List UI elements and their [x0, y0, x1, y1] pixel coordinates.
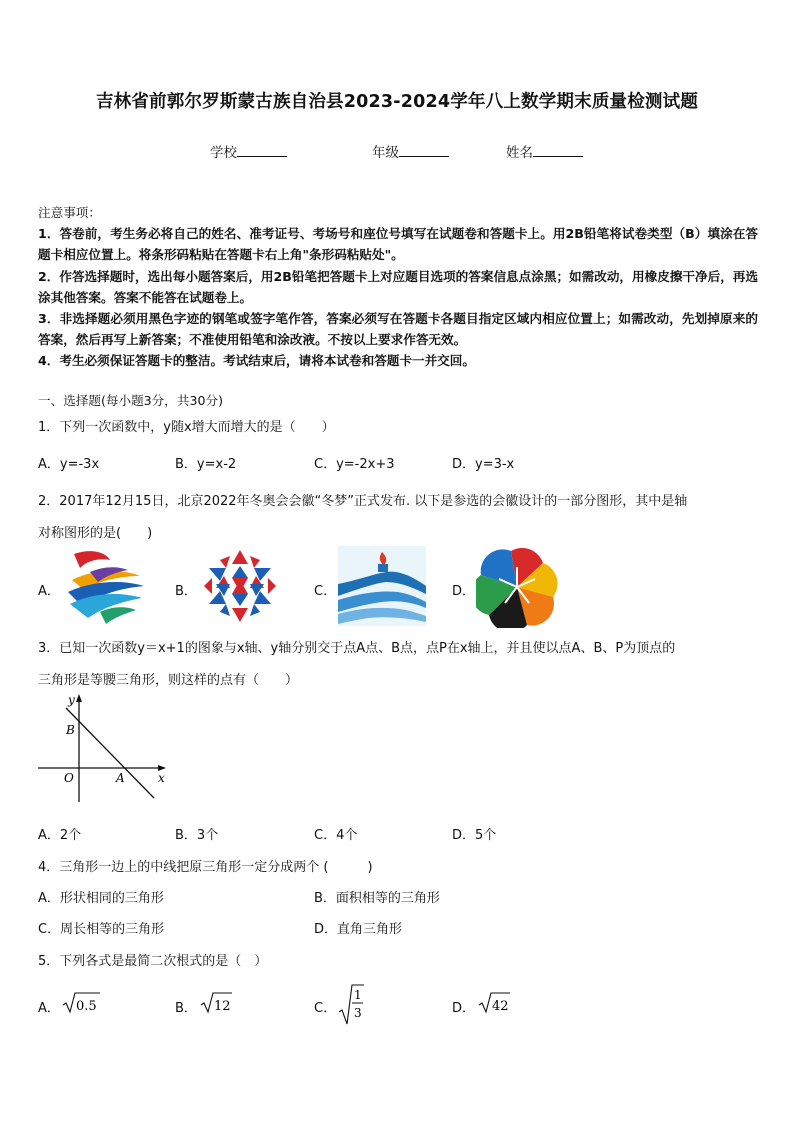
flower-logo-image: [476, 546, 558, 628]
q5-option-c-radical: [338, 982, 366, 1026]
school-field: [210, 141, 287, 161]
radicand-d: 42: [492, 999, 509, 1014]
radicand-c-denominator: 3: [354, 1006, 362, 1020]
snowflake-logo-image: [200, 546, 280, 626]
note-item: 3．非选择题必须用黑色字迹的钢笔或签字笔作答，答案必须写在答题卡各题目指定区域内相应位置上；如需改动，先划掉原来的答案，然后再写上新答案；不准使用铅笔和涂改液。不按以上要求作答无效。: [38, 311, 758, 348]
q2-option-a[interactable]: A．: [38, 584, 60, 599]
name-label: 姓名: [506, 145, 533, 161]
q3-stem-line1: 3．已知一次函数y＝x+1的图象与x轴、y轴分别交于点A点、B点，点P在x轴上，并且使以点A、B、P为顶点的: [38, 641, 676, 656]
q1-option-c[interactable]: C．y=-2x+3: [314, 457, 395, 472]
name-blank[interactable]: [533, 144, 583, 157]
radicand-b: 12: [214, 999, 231, 1014]
notes-heading: 注意事项：: [38, 205, 101, 220]
point-a-label: A: [116, 771, 125, 785]
great-wall-logo-image: [338, 546, 426, 626]
q1-stem: 1．下列一次函数中，y随x增大而增大的是（ ）: [38, 420, 335, 435]
q2-option-b[interactable]: B．: [175, 584, 197, 599]
exam-title: 吉林省前郭尔罗斯蒙古族自治县2023-2024学年八上数学期末质量检测试题: [95, 92, 699, 112]
q1-option-b[interactable]: B．y=x-2: [175, 457, 237, 472]
notes-block: [38, 202, 758, 372]
q5-option-d[interactable]: D．: [452, 1001, 476, 1016]
q3-option-d[interactable]: D．5个: [452, 828, 497, 843]
ribbon-logo-image: [60, 546, 148, 626]
q2-option-c[interactable]: C．: [314, 584, 337, 599]
grade-field: [372, 141, 449, 161]
note-item: 4．考生必须保证答题卡的整洁。考试结束后，请将本试卷和答题卡一并交回。: [38, 353, 475, 369]
q3-graph: [36, 690, 172, 806]
q4-stem: 4．三角形一边上的中线把原三角形一定分成两个 ( ): [38, 860, 373, 875]
q2-stem-line2: 对称图形的是( ): [38, 526, 153, 541]
q2-option-d[interactable]: D．: [452, 584, 476, 599]
school-label: 学校: [210, 145, 237, 161]
q5-option-b[interactable]: B．: [175, 1001, 197, 1016]
grade-blank[interactable]: [399, 144, 449, 157]
point-b-label: B: [66, 723, 75, 737]
q4-option-d[interactable]: D．直角三角形: [314, 922, 403, 937]
q2-stem-line1: 2．2017年12月15日，北京2022年冬奥会会徽“冬梦”正式发布. 以下是参选的会徽设计的一部分图形，其中是轴: [38, 494, 688, 509]
q1-option-a[interactable]: A．y=-3x: [38, 457, 100, 472]
radicand-c-numerator: 1: [354, 988, 362, 1002]
q3-option-c[interactable]: C．4个: [314, 828, 358, 843]
school-blank[interactable]: [237, 144, 287, 157]
y-axis-arrow-icon: [76, 694, 82, 702]
q5-option-d-radical: [478, 990, 512, 1016]
q4-option-c[interactable]: C．周长相等的三角形: [38, 922, 165, 937]
section-heading: 一、选择题(每小题3分，共30分): [38, 393, 223, 408]
note-item: 2．作答选择题时，选出每小题答案后，用2B铅笔把答题卡上对应题目选项的答案信息点涂黑；如需改动，用橡皮擦干净后，再选涂其他答案。答案不能答在试题卷上。: [38, 268, 758, 305]
q3-stem-line2: 三角形是等腰三角形，则这样的点有（ ）: [38, 673, 299, 688]
note-item: 1．答卷前，考生务必将自己的姓名、准考证号、考场号和座位号填写在试题卷和答题卡上。用2B铅笔将试卷类型（B）填涂在答题卡相应位置上。将条形码粘贴在答题卡右上角"条形码粘贴处"。: [38, 226, 758, 263]
grade-label: 年级: [372, 145, 399, 161]
q4-option-a[interactable]: A．形状相同的三角形: [38, 891, 164, 906]
q4-option-b[interactable]: B．面积相等的三角形: [314, 891, 440, 906]
origin-label: O: [64, 771, 74, 785]
q5-option-b-radical: [200, 990, 234, 1016]
q3-option-b[interactable]: B．3个: [175, 828, 219, 843]
radicand-a: 0.5: [76, 999, 97, 1014]
q5-option-c[interactable]: C．: [314, 1001, 337, 1016]
q5-stem: 5．下列各式是最简二次根式的是（ ）: [38, 954, 268, 969]
q5-option-a[interactable]: A．: [38, 1001, 60, 1016]
q5-option-a-radical: [62, 990, 102, 1016]
name-field: [506, 141, 583, 161]
q3-option-a[interactable]: A．2个: [38, 828, 82, 843]
q1-option-d[interactable]: D．y=3-x: [452, 457, 515, 472]
y-axis-label: y: [68, 693, 75, 707]
x-axis-label: x: [158, 771, 165, 785]
